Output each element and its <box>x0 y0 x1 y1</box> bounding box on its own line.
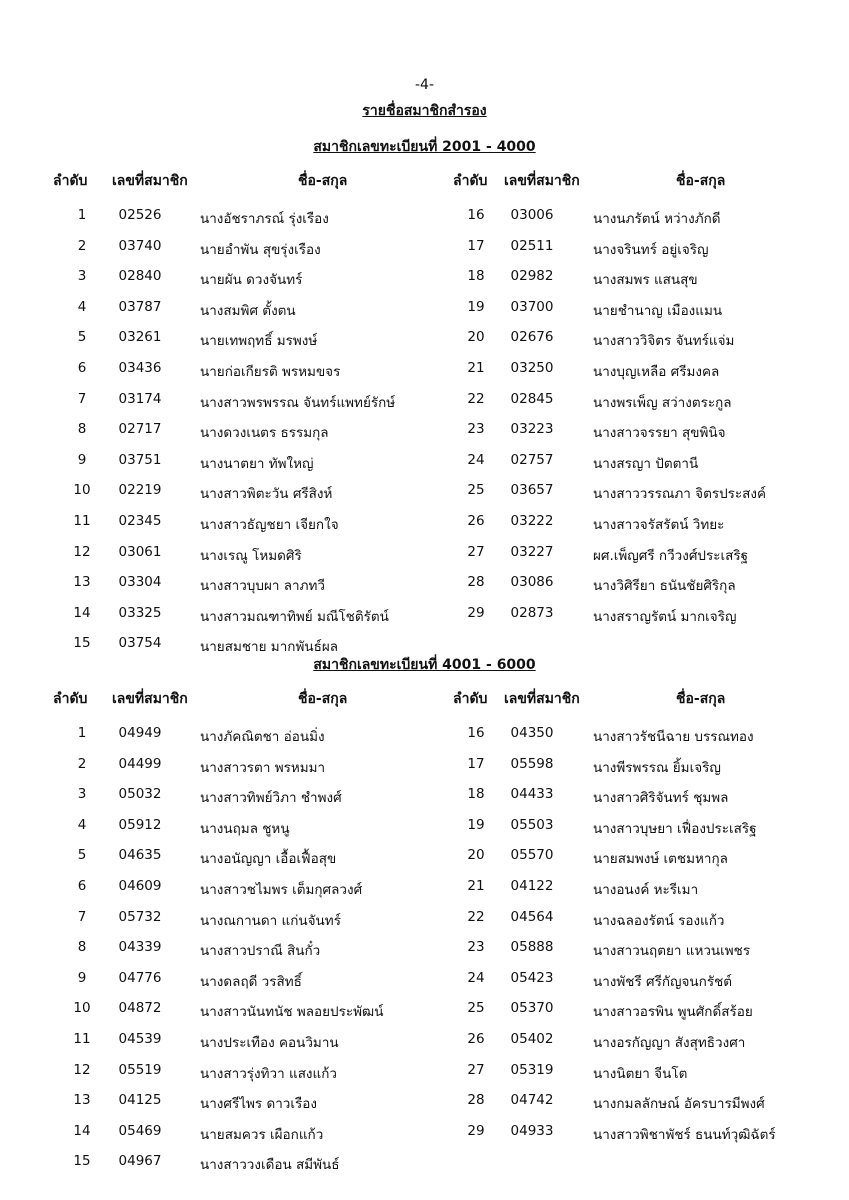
member-id: 05888 <box>510 939 554 956</box>
member-id: 05469 <box>118 1122 162 1139</box>
member-id: 04872 <box>118 1000 162 1017</box>
member-id: 02840 <box>118 268 162 285</box>
member-name: นายชำนาญ เมืองแมน <box>593 302 723 319</box>
member-id: 05519 <box>118 1061 162 1078</box>
row-number: 20 <box>467 329 485 346</box>
member-id: 04776 <box>118 969 162 986</box>
member-id: 03700 <box>510 298 554 315</box>
section-title: สมาชิกเลขทะเบียนที่ 4001 - 6000 <box>313 657 536 673</box>
member-id: 04742 <box>510 1092 554 1109</box>
member-name: นางพีรพรรณ ยิ้มเจริญ <box>593 759 721 776</box>
row-number: 8 <box>77 939 87 956</box>
member-name: นางฉลองรัตน์ รองแก้ว <box>593 912 725 929</box>
column-header-name: ชื่อ-สกุล <box>676 691 726 707</box>
row-number: 8 <box>77 421 87 438</box>
member-id: 05319 <box>510 1061 554 1078</box>
member-id: 05503 <box>510 816 554 833</box>
member-name: นางเรณู โหมดศิริ <box>200 547 302 564</box>
row-number: 17 <box>467 237 485 254</box>
row-number: 2 <box>77 755 87 772</box>
member-name: นางสาวปราณี สินกั๋ว <box>200 943 321 960</box>
row-number: 1 <box>77 725 87 741</box>
member-id: 02526 <box>118 207 162 223</box>
row-number: 11 <box>73 1031 91 1047</box>
member-id: 03250 <box>510 360 554 376</box>
row-number: 25 <box>467 1000 485 1017</box>
member-name: นางสาวจรรยา สุขพินิจ <box>593 425 726 442</box>
member-id: 02982 <box>510 268 554 285</box>
member-id: 03086 <box>510 574 554 591</box>
row-number: 22 <box>467 390 485 407</box>
column-header-no: ลำดับ <box>453 691 488 707</box>
member-id: 04350 <box>510 725 554 741</box>
row-number: 10 <box>73 482 91 499</box>
member-name: นางสาวศิริจันทร์ ชุมพล <box>593 790 729 807</box>
row-number: 6 <box>77 878 87 894</box>
member-name: นางสาวมณฑาทิพย์ มณีโชติรัตน์ <box>200 608 389 625</box>
member-name: นางนภรัตน์ หว่างภักดี <box>593 211 721 227</box>
member-name: นายผัน ดวงจันทร์ <box>200 272 303 289</box>
member-name: ผศ.เพ็ญศรี กวีวงศ์ประเสริฐ <box>593 547 749 564</box>
row-number: 27 <box>467 543 485 560</box>
member-name: นางดลฤดี วรสิทธิ์ <box>200 973 302 990</box>
member-name: นางวิศิรียา ธนันชัยศิริกุล <box>593 578 736 595</box>
member-id: 02757 <box>510 451 554 468</box>
member-id: 05570 <box>510 847 554 864</box>
row-number: 25 <box>467 482 485 499</box>
row-number: 15 <box>73 1153 91 1170</box>
document-title: รายชื่อสมาชิกสำรอง <box>362 103 487 119</box>
member-id: 03223 <box>510 421 554 438</box>
column-header-member-id: เลขที่สมาชิก <box>112 173 188 189</box>
row-number: 27 <box>467 1061 485 1078</box>
member-name: นายสมชาย มากพันธ์ผล <box>200 639 339 656</box>
member-name: นางสาววรรณภา จิตรประสงค์ <box>593 486 767 503</box>
row-number: 11 <box>73 513 91 529</box>
member-id: 05732 <box>118 908 162 925</box>
row-number: 3 <box>77 268 87 285</box>
member-name: นางสราญรัตน์ มากเจริญ <box>593 608 737 625</box>
member-name: นางสาวอรพิน พูนศักดิ์สร้อย <box>593 1004 753 1021</box>
row-number: 24 <box>467 451 485 468</box>
member-name: นางสาววิจิตร จันทร์แจ่ม <box>593 333 735 350</box>
column-header-name: ชื่อ-สกุล <box>298 173 348 189</box>
member-id: 03006 <box>510 207 554 223</box>
member-id: 05032 <box>118 786 162 803</box>
row-number: 19 <box>467 816 485 833</box>
member-id: 04122 <box>510 878 554 894</box>
row-number: 5 <box>77 329 87 346</box>
row-number: 23 <box>467 421 485 438</box>
row-number: 26 <box>467 1031 485 1047</box>
member-id: 03325 <box>118 604 162 621</box>
row-number: 16 <box>467 207 485 223</box>
row-number: 5 <box>77 847 87 864</box>
member-name: นางศรีไพร ดาวเรือง <box>200 1096 317 1113</box>
row-number: 18 <box>467 786 485 803</box>
member-name: นางนิตยา จีนโต <box>593 1065 688 1082</box>
member-name: นางสมพร แสนสุข <box>593 272 698 289</box>
row-number: 14 <box>73 604 91 621</box>
member-name: นางพรเพ็ญ สว่างตระกูล <box>593 394 732 411</box>
member-id: 03222 <box>510 513 554 529</box>
member-name: นางนฤมล ชูหนู <box>200 820 290 837</box>
row-number: 22 <box>467 908 485 925</box>
member-id: 04949 <box>118 725 162 741</box>
member-id: 03657 <box>510 482 554 499</box>
row-number: 2 <box>77 237 87 254</box>
column-header-no: ลำดับ <box>453 173 488 189</box>
member-name: นางสรญา ปัตตานี <box>593 455 699 472</box>
column-header-no: ลำดับ <box>53 173 88 189</box>
member-name: นางนาตยา ทัพใหญ่ <box>200 455 314 472</box>
row-number: 29 <box>467 604 485 621</box>
member-id: 04339 <box>118 939 162 956</box>
row-number: 28 <box>467 1092 485 1109</box>
column-header-no: ลำดับ <box>53 691 88 707</box>
member-name: นายก่อเกียรติ พรหมขจร <box>200 364 341 380</box>
member-name: นางอนงค์ หะรีเมา <box>593 882 699 898</box>
member-name: นางสาวรัชนีฉาย บรรณทอง <box>593 729 754 745</box>
row-number: 21 <box>467 878 485 894</box>
member-name: นางณกานดา แก่นจันทร์ <box>200 912 341 929</box>
member-name: นางสาวธัญชยา เจียกใจ <box>200 517 339 533</box>
member-id: 04635 <box>118 847 162 864</box>
member-id: 05402 <box>510 1031 554 1047</box>
row-number: 12 <box>73 543 91 560</box>
row-number: 9 <box>77 969 87 986</box>
row-number: 21 <box>467 360 485 376</box>
member-name: นางอรกัญญา สังสุทธิวงศา <box>593 1035 746 1051</box>
member-name: นางบุญเหลือ ศรีมงคล <box>593 364 720 380</box>
row-number: 29 <box>467 1122 485 1139</box>
column-header-name: ชื่อ-สกุล <box>298 691 348 707</box>
member-name: นางประเทือง คอนวิมาน <box>200 1035 339 1051</box>
member-name: นางภัคณิตชา อ่อนมิ่ง <box>200 729 325 745</box>
column-header-member-id: เลขที่สมาชิก <box>504 173 580 189</box>
member-id: 04967 <box>118 1153 162 1170</box>
member-id: 03436 <box>118 360 162 376</box>
member-id: 03754 <box>118 635 162 652</box>
row-number: 16 <box>467 725 485 741</box>
row-number: 7 <box>77 908 87 925</box>
member-id: 02717 <box>118 421 162 438</box>
row-number: 13 <box>73 1092 91 1109</box>
row-number: 3 <box>77 786 87 803</box>
member-name: นางสาวจรัสรัตน์ วิทยะ <box>593 517 725 533</box>
column-header-member-id: เลขที่สมาชิก <box>112 691 188 707</box>
member-name: นางดวงเนตร ธรรมกุล <box>200 425 329 442</box>
column-header-member-id: เลขที่สมาชิก <box>504 691 580 707</box>
member-name: นายเทพฤทธิ์ มรพงษ์ <box>200 333 318 350</box>
row-number: 15 <box>73 635 91 652</box>
member-id: 03751 <box>118 451 162 468</box>
member-name: นางสาวพิตะวัน ศรีสิงห์ <box>200 486 333 503</box>
member-id: 03227 <box>510 543 554 560</box>
member-id: 04933 <box>510 1122 554 1139</box>
member-id: 05912 <box>118 816 162 833</box>
member-id: 05370 <box>510 1000 554 1017</box>
page-number: -4- <box>414 77 434 93</box>
member-name: นางจรินทร์ อยู่เจริญ <box>593 241 709 258</box>
member-id: 04499 <box>118 755 162 772</box>
row-number: 13 <box>73 574 91 591</box>
row-number: 7 <box>77 390 87 407</box>
member-name: นางสาวชไมพร เต็มกุศลวงศ์ <box>200 882 363 898</box>
member-id: 03261 <box>118 329 162 346</box>
member-name: นางสาวบุบผา ลาภทวี <box>200 578 325 595</box>
row-number: 4 <box>77 298 87 315</box>
member-id: 02676 <box>510 329 554 346</box>
row-number: 19 <box>467 298 485 315</box>
member-name: นางสาวบุษยา เฟื่องประเสริฐ <box>593 820 757 837</box>
member-name: นางสาวพรพรรณ จันทร์แพทย์รักษ์ <box>200 394 396 411</box>
member-id: 03740 <box>118 237 162 254</box>
member-name: นางสาวรตา พรหมมา <box>200 759 326 776</box>
member-name: นางพัชรี ศรีกัญจนกรัชต์ <box>593 973 732 990</box>
member-name: นางสาวนฤตยา แหวนเพชร <box>593 943 751 960</box>
member-name: นางสาวทิพย์วิภา ชำพงศ์ <box>200 790 342 807</box>
member-id: 02511 <box>510 237 554 254</box>
row-number: 14 <box>73 1122 91 1139</box>
member-id: 05598 <box>510 755 554 772</box>
member-id: 04564 <box>510 908 554 925</box>
member-name: นายสมพงษ์ เตชมหากุล <box>593 851 728 868</box>
member-name: นางสาวนันทนัช พลอยประพัฒน์ <box>200 1004 384 1021</box>
member-name: นางกมลลักษณ์ อัครบารมีพงศ์ <box>593 1096 765 1113</box>
row-number: 12 <box>73 1061 91 1078</box>
member-name: นางสาววงเดือน สมีพันธ์ <box>200 1157 340 1174</box>
row-number: 28 <box>467 574 485 591</box>
member-id: 03174 <box>118 390 162 407</box>
member-id: 02873 <box>510 604 554 621</box>
member-id: 04433 <box>510 786 554 803</box>
row-number: 17 <box>467 755 485 772</box>
row-number: 20 <box>467 847 485 864</box>
member-id: 03304 <box>118 574 162 591</box>
row-number: 6 <box>77 360 87 376</box>
row-number: 4 <box>77 816 87 833</box>
member-id: 02345 <box>118 513 162 529</box>
row-number: 24 <box>467 969 485 986</box>
member-id: 02219 <box>118 482 162 499</box>
member-name: นายสมควร เผือกแก้ว <box>200 1126 324 1143</box>
member-id: 05423 <box>510 969 554 986</box>
member-name: นางสาวรุ่งทิวา แสงแก้ว <box>200 1065 337 1082</box>
member-name: นางอนัญญา เอื้อเฟื้อสุข <box>200 851 337 868</box>
member-name: นางสมพิศ ตั้งตน <box>200 302 296 319</box>
member-id: 03061 <box>118 543 162 560</box>
row-number: 26 <box>467 513 485 529</box>
member-name: นางสาวพิชาพัชร์ ธนนท์วุฒิฉัตร์ <box>593 1126 776 1143</box>
row-number: 9 <box>77 451 87 468</box>
member-id: 02845 <box>510 390 554 407</box>
row-number: 10 <box>73 1000 91 1017</box>
member-name: นายอำพัน สุขรุ่งเรือง <box>200 241 321 258</box>
row-number: 23 <box>467 939 485 956</box>
member-id: 04539 <box>118 1031 162 1047</box>
member-id: 04609 <box>118 878 162 894</box>
row-number: 18 <box>467 268 485 285</box>
row-number: 1 <box>77 207 87 223</box>
column-header-name: ชื่อ-สกุล <box>676 173 726 189</box>
section-title: สมาชิกเลขทะเบียนที่ 2001 - 4000 <box>313 139 536 155</box>
member-id: 03787 <box>118 298 162 315</box>
member-id: 04125 <box>118 1092 162 1109</box>
member-name: นางอัชราภรณ์ รุ่งเรือง <box>200 211 329 227</box>
